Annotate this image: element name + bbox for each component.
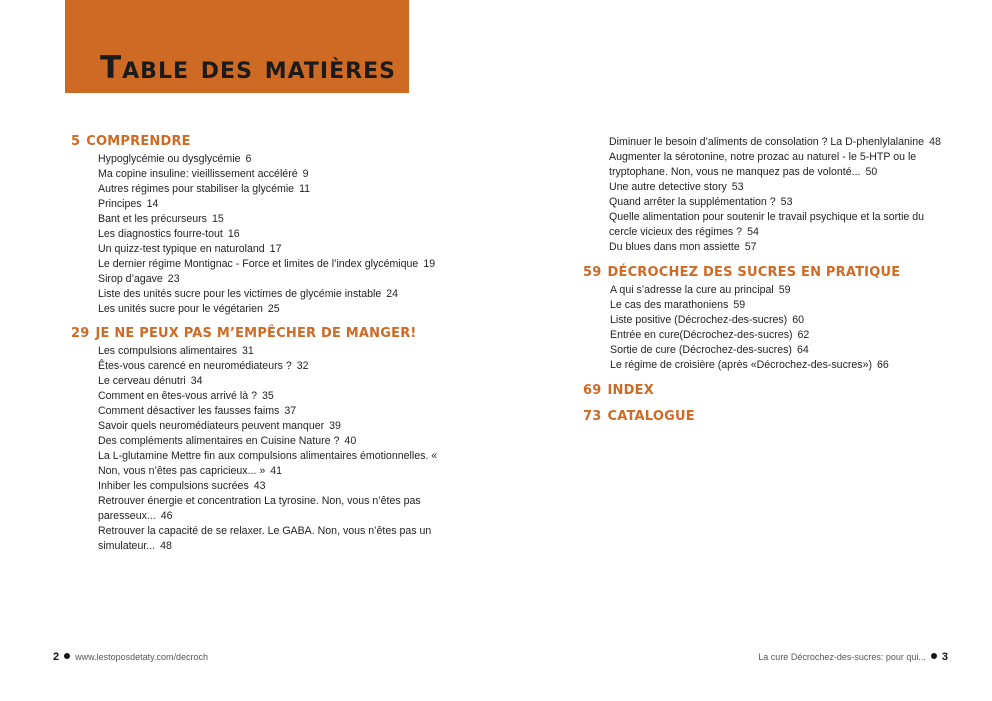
section-page-number: 5 [71, 134, 81, 149]
section-page-number: 29 [71, 326, 90, 341]
toc-entry[interactable]: Sirop d’agave 23 [98, 273, 180, 285]
section-page-number: 69 [583, 383, 602, 398]
section-heading[interactable] [71, 326, 441, 342]
toc-entry[interactable]: Ma copine insuline: vieillissement accéléré 9 [98, 168, 309, 180]
toc-entry[interactable]: Le cerveau dénutri 34 [98, 375, 203, 387]
toc-entry[interactable]: Le régime de croisière (après «Décrochez-des-sucres») 66 [610, 359, 889, 371]
toc-entry[interactable]: Retrouver énergie et concentration La tyrosine. Non, vous n’êtes pas paresseux... 46 [98, 495, 421, 522]
toc-entry[interactable]: Hypoglycémie ou dysglycémie 6 [98, 153, 252, 165]
toc-entry[interactable]: Savoir quels neuromédiateurs peuvent manquer 39 [98, 420, 341, 432]
footer-left [53, 651, 208, 663]
title-band [65, 0, 409, 93]
toc-section [71, 134, 441, 317]
toc-entry[interactable]: Quand arrêter la supplémentation ? 53 [609, 196, 793, 208]
toc-entry[interactable]: Diminuer le besoin d’aliments de consolation ? La D-phenlylalanine 48 [609, 136, 941, 148]
entry-list [610, 283, 953, 373]
toc-entry[interactable]: Sortie de cure (Décrochez-des-sucres) 64 [610, 344, 809, 356]
toc-entry[interactable]: Liste positive (Décrochez-des-sucres) 60 [610, 314, 805, 326]
toc-entry[interactable]: Des compléments alimentaires en Cuisine Nature ? 40 [98, 435, 357, 447]
section-page-number: 73 [583, 409, 602, 424]
section-heading[interactable] [583, 265, 953, 281]
section-title: JE NE PEUX PAS M’EMPÊCHER DE MANGER! [95, 326, 417, 341]
toc-entry[interactable]: Du blues dans mon assiette 57 [609, 241, 757, 253]
entry-list [98, 152, 441, 317]
toc-left-column [71, 134, 441, 554]
footer-url[interactable]: www.lestoposdetaty.com/decroch [75, 652, 209, 662]
toc-entry[interactable]: Une autre detective story 53 [609, 181, 744, 193]
toc-entry[interactable]: Un quizz-test typique en naturoland 17 [98, 243, 282, 255]
section-heading[interactable] [583, 383, 953, 399]
toc-entry[interactable]: Inhiber les compulsions sucrées 43 [98, 480, 266, 492]
toc-entry[interactable]: Augmenter la sérotonine, notre prozac au naturel - le 5-HTP ou le tryptophane. Non, vous ne manquez pas de volonté... 50 [609, 151, 917, 178]
running-title: La cure Décrochez-des-sucres: pour qui... [758, 652, 926, 662]
toc-entry[interactable]: Les compulsions alimentaires 31 [98, 345, 254, 357]
toc-entry[interactable]: Comment désactiver les fausses faims 37 [98, 405, 297, 417]
section-title: INDEX [607, 383, 654, 398]
entry-list [98, 344, 441, 554]
page-number-right: 3 [941, 651, 948, 663]
toc-entry[interactable]: Entrée en cure(Décrochez-des-sucres) 62 [610, 329, 810, 341]
toc-entry[interactable]: Autres régimes pour stabiliser la glycémie 11 [98, 183, 311, 195]
toc-entry[interactable]: Principes 14 [98, 198, 159, 210]
section-title: COMPRENDRE [86, 134, 191, 149]
bullet-dot-icon [931, 653, 937, 659]
bullet-dot-icon [64, 653, 70, 659]
toc-entry[interactable]: Comment en êtes-vous arrivé là ? 35 [98, 390, 274, 402]
footer-right [758, 651, 948, 663]
entry-list-continued [609, 135, 953, 255]
toc-entry[interactable]: Liste des unités sucre pour les victimes de glycémie instable 24 [98, 288, 399, 300]
section-heading[interactable] [583, 409, 953, 425]
toc-entry[interactable]: Quelle alimentation pour soutenir le travail psychique et la sortie du cercle vicieux des régimes ? 54 [609, 211, 925, 238]
toc-section [583, 265, 953, 373]
section-page-number: 59 [583, 265, 602, 280]
toc-entry[interactable]: Les diagnostics fourre-tout 16 [98, 228, 240, 240]
toc-entry[interactable]: La L-glutamine Mettre fin aux compulsions alimentaires émotionnelles. « Non, vous n’êtes pas capricieux... » 41 [98, 450, 438, 477]
section-title: CATALOGUE [607, 409, 695, 424]
section-heading[interactable] [71, 134, 441, 150]
section-title: DÉCROCHEZ DES SUCRES EN PRATIQUE [607, 265, 901, 280]
toc-entry[interactable]: Bant et les précurseurs 15 [98, 213, 224, 225]
toc-entry[interactable]: Êtes-vous carencé en neuromédiateurs ? 32 [98, 360, 309, 372]
toc-section [71, 326, 441, 554]
toc-entry[interactable]: A qui s’adresse la cure au principal 59 [610, 284, 791, 296]
toc-entry[interactable]: Le dernier régime Montignac - Force et limites de l’index glycémique 19 [98, 258, 436, 270]
toc-entry[interactable]: Retrouver la capacité de se relaxer. Le GABA. Non, vous n’êtes pas un simulateur... 48 [98, 525, 432, 552]
page-number-left: 2 [53, 651, 60, 663]
toc-entry[interactable]: Les unités sucre pour le végétarien 25 [98, 303, 280, 315]
toc-right-column [583, 135, 953, 425]
toc-section [583, 383, 953, 399]
toc-section [583, 409, 953, 425]
toc-entry[interactable]: Le cas des marathoniens 59 [610, 299, 746, 311]
page-title: Table des matières [100, 50, 396, 86]
